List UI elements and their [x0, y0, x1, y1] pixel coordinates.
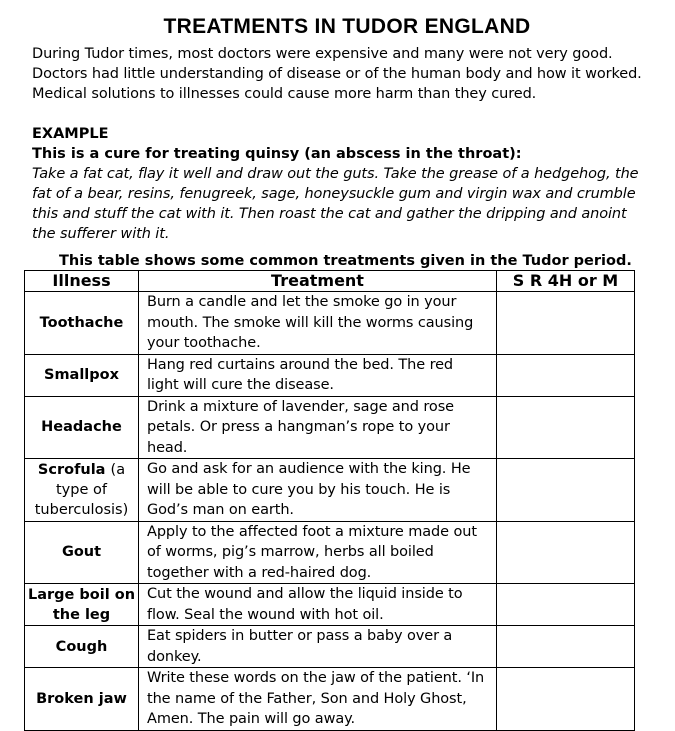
illness-cell: [25, 354, 139, 396]
table-row: [25, 668, 635, 731]
page-title: TREATMENTS IN TUDOR ENGLAND: [163, 15, 531, 38]
treatment-cell: Cut the wound and allow the liquid inside to flow. Seal the wound with hot oil.: [139, 584, 497, 626]
illness-cell: [25, 626, 139, 668]
table-row: [25, 626, 635, 668]
table-row: [25, 521, 635, 584]
example-subheading: This is a cure for treating quinsy (an abscess in the throat):: [32, 146, 522, 162]
treatment-cell: Eat spiders in butter or pass a baby over a donkey.: [139, 626, 497, 668]
header-code: S R 4H or M: [497, 271, 635, 292]
illness-name: Cough: [55, 638, 108, 655]
treatment-cell: Apply to the affected foot a mixture made out of worms, pig’s marrow, herbs all boiled together with a red-haired dog.: [139, 521, 497, 584]
illness-name: Gout: [61, 544, 102, 561]
header-treatment: Treatment: [139, 271, 497, 292]
illness-note: (a type of tuberculosis): [34, 461, 129, 518]
illness-cell: [25, 292, 139, 355]
illness-cell: [25, 521, 139, 584]
answer-cell[interactable]: [497, 626, 635, 668]
illness-cell: [25, 584, 139, 626]
example-heading: EXAMPLE: [32, 126, 109, 142]
header-illness: Illness: [25, 271, 139, 292]
table-row: [25, 584, 635, 626]
table-row: [25, 292, 635, 355]
answer-cell[interactable]: [497, 584, 635, 626]
answer-cell[interactable]: [497, 396, 635, 459]
illness-name: Headache: [41, 419, 122, 436]
answer-cell[interactable]: [497, 354, 635, 396]
table-row: [25, 459, 635, 522]
table-row: [25, 396, 635, 459]
illness-cell: [25, 396, 139, 459]
table-header-row: [25, 271, 635, 292]
answer-cell[interactable]: [497, 521, 635, 584]
treatment-cell: Burn a candle and let the smoke go in your mouth. The smoke will kill the worms causing your toothache.: [139, 292, 497, 355]
treatment-cell: Write these words on the jaw of the patient. ‘In the name of the Father, Son and Holy Ghost, Amen. The pain will go away.: [139, 668, 497, 731]
intro-paragraph: During Tudor times, most doctors were expensive and many were not very good. Doctors had little understanding of disease or of the human body and how it worked. Medical solutions to illnesses could cause more harm than they cured.: [32, 46, 642, 102]
illness-name: Smallpox: [44, 367, 119, 383]
answer-cell[interactable]: [497, 459, 635, 522]
table-row: [25, 354, 635, 396]
illness-name: Scrofula: [37, 461, 106, 478]
treatment-cell: Drink a mixture of lavender, sage and rose petals. Or press a hangman’s rope to your head.: [139, 396, 497, 459]
illness-name: Large boil on the leg: [27, 586, 136, 623]
treatments-table: [24, 270, 635, 731]
answer-cell[interactable]: [497, 292, 635, 355]
treatment-cell: Hang red curtains around the bed. The red light will cure the disease.: [139, 354, 497, 396]
illness-name: Toothache: [39, 314, 124, 331]
worksheet-page: [27, 14, 642, 731]
treatment-cell: Go and ask for an audience with the king. He will be able to cure you by his touch. He is God’s man on earth.: [139, 459, 497, 522]
answer-cell[interactable]: [497, 668, 635, 731]
illness-cell: [25, 668, 139, 731]
illness-cell: [25, 459, 139, 522]
example-text: Take a fat cat, flay it well and draw out the guts. Take the grease of a hedgehog, the fat of a bear, resins, fenugreek, sage, honeysuckle gum and virgin wax and crumble this and stuff the cat with it. Then roast the cat and gather the dripping and anoint the sufferer with it.: [32, 166, 639, 242]
table-caption: This table shows some common treatments given in the Tudor period.: [59, 253, 632, 269]
illness-name: Broken jaw: [36, 690, 127, 707]
